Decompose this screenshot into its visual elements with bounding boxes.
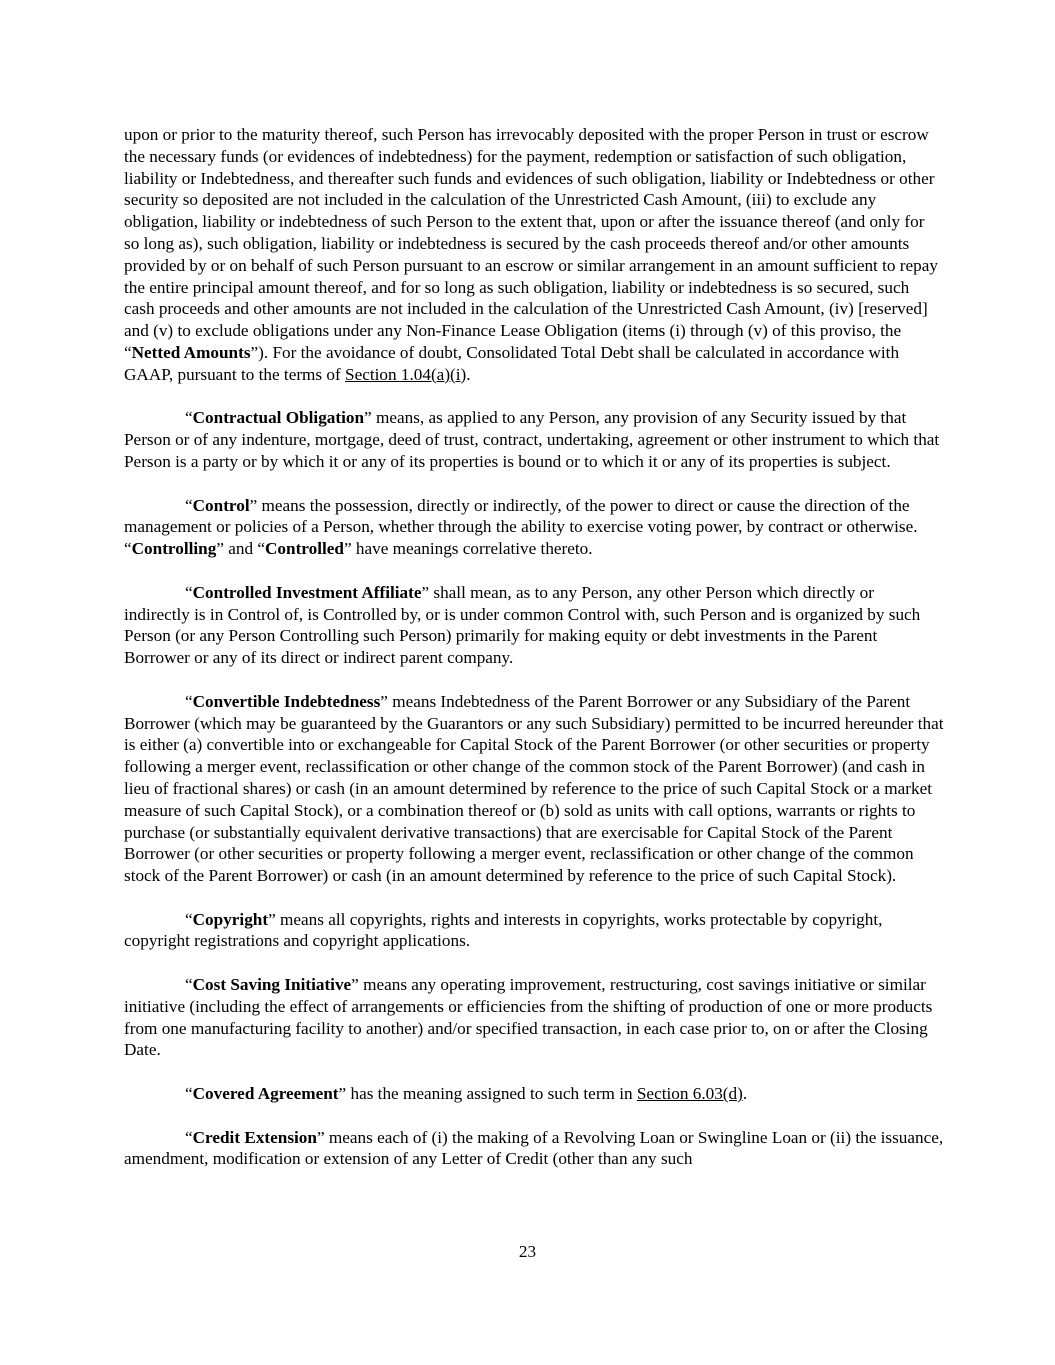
paragraph-text: ” shall mean, as to any Person, any other Person which directly or indirectly is in Control of, is Controlled by, or is under common Control with, such Person and is organized by such Person (or any Person Controlling such Person) primarily for making equity or debt investments in the Parent Borrower or any of its direct or indirect parent company. (124, 582, 921, 668)
defined-term: Convertible Indebtedness (192, 691, 381, 711)
definition-contractual-obligation (124, 407, 944, 472)
page-number: 23 (518, 1242, 537, 1261)
paragraph-text: ” means any operating improvement, restructuring, cost savings initiative or similar initiative (including the effect of arrangements or efficiencies from the shifting of production of one or more products from one manufacturing facility to another) and/or specified transaction, in each case prior to, on or after the Closing Date. (124, 975, 933, 1060)
defined-term: Covered Agreement (192, 1084, 339, 1104)
paragraph-text: ” means each of (i) the making of a Revolving Loan or Swingline Loan or (ii) the issuance, amendment, modification or extension of any Letter of Credit (other than any such (124, 1127, 944, 1169)
paragraph-text: . (466, 364, 471, 384)
paragraph-text: “ (185, 495, 193, 515)
paragraph-text: ” means, as applied to any Person, any provision of any Security issued by that Person or of any indenture, mortgage, deed of trust, contract, undertaking, agreement or other instrument to which that Person is a party or by which it or any of its properties is bound or to which it or any of its properties is subject. (124, 408, 940, 471)
paragraph-text: ” have meanings correlative thereto. (343, 539, 593, 559)
definition-convertible-indebtedness (124, 691, 944, 887)
defined-term: Netted Amounts (131, 342, 251, 362)
defined-term: Controlled (265, 539, 344, 559)
defined-term: Control (192, 495, 250, 515)
paragraph-text: “ (185, 1084, 193, 1104)
defined-term: Cost Saving Initiative (192, 975, 352, 995)
document-page (124, 124, 944, 1192)
paragraph-text: “ (185, 975, 193, 995)
defined-term: Controlling (131, 539, 217, 559)
paragraph-text: ” means all copyrights, rights and interests in copyrights, works protectable by copyright, copyright registrations and copyright applications. (124, 909, 883, 951)
defined-term: Controlled Investment Affiliate (192, 582, 422, 602)
paragraph-text: ” means the possession, directly or indirectly, of the power to direct or cause the direction of the management or policies of a Person, whether through the ability to exercise voting power, by contract or otherwise. “ (124, 495, 918, 559)
section-reference: Section 1.04(a)(i) (345, 364, 467, 384)
paragraph-text: “ (185, 1127, 193, 1147)
definition-control (124, 495, 944, 560)
paragraph-text: . (742, 1084, 748, 1104)
defined-term: Contractual Obligation (192, 408, 365, 428)
paragraph-text: “ (185, 582, 193, 602)
paragraph-text: ” has the meaning assigned to such term in (338, 1084, 637, 1104)
defined-term: Copyright (192, 909, 269, 929)
paragraph-text: “ (185, 909, 193, 929)
paragraph-text: ” and “ (216, 539, 265, 559)
section-reference: Section 6.03(d) (636, 1084, 743, 1104)
paragraph-text: upon or prior to the maturity thereof, such Person has irrevocably deposited with the proper Person in trust or escrow the necessary funds (or evidences of indebtedness) for the payment, redemption or satisfaction of such obligation, liability or Indebtedness, and thereafter such funds and evidences of such obligation, liability or Indebtedness or other security so deposited are not included in the calculation of the Unrestricted Cash Amount, (iii) to exclude any obligation, liability or indebtedness of such Person to the extent that, upon or after the issuance thereof (and only for so long as), such obligation, liability or indebtedness is secured by the cash proceeds thereof and/or other amounts provided by or on behalf of such Person pursuant to an escrow or similar arrangement in an amount sufficient to repay the entire principal amount thereof, and for so long as such obligation, liability or indebtedness is so secured, such cash proceeds and other amounts are not included in the calculation of the Unrestricted Cash Amount, (iv) [reserved] and (v) to exclude obligations under any Non-Finance Lease Obligation (items (i) through (v) of this proviso, the “ (124, 125, 938, 362)
definition-cost-saving-initiative (124, 974, 944, 1061)
definition-credit-extension (124, 1127, 944, 1171)
paragraph-text: “ (185, 408, 193, 428)
paragraph-text: ” means Indebtedness of the Parent Borrower or any Subsidiary of the Parent Borrower (which may be guaranteed by the Guarantors or any such Subsidiary) permitted to be incurred hereunder that is either (a) convertible into or exchangeable for Capital Stock of the Parent Borrower (or other securities or property following a merger event, reclassification or other change of the common stock of the Parent Borrower) (and cash in lieu of fractional shares) or cash (in an amount determined by reference to the price of such Capital Stock or a market measure of such Capital Stock), or a combination thereof or (b) sold as units with call options, warrants or rights to purchase (or substantially equivalent derivative transactions) that are exercisable for Capital Stock of the Parent Borrower (or other securities or property following a merger event, reclassification or other change of the common stock of the Parent Borrower) or cash (in an amount determined by reference to the price of such Capital Stock). (124, 691, 944, 886)
paragraph-text: “ (185, 691, 193, 711)
definition-covered-agreement (124, 1083, 944, 1105)
defined-term: Credit Extension (192, 1127, 317, 1147)
definition-controlled-investment-affiliate (124, 582, 944, 669)
paragraph-continued (124, 124, 944, 386)
paragraph-text: ”). For the avoidance of doubt, Consolidated Total Debt shall be calculated in accordance with GAAP, pursuant to the terms of (124, 342, 900, 384)
definition-copyright (124, 909, 944, 953)
